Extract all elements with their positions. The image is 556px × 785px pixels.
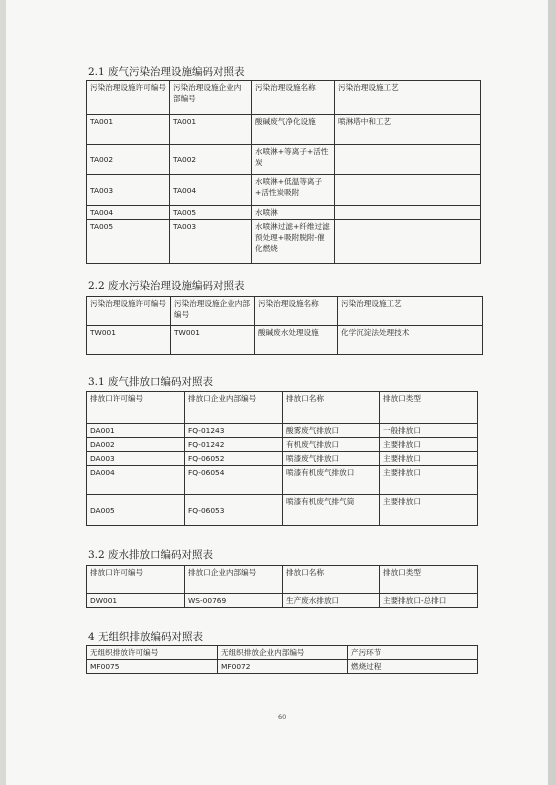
table-row [87,220,481,264]
cell: TA003 [170,220,252,264]
cell: 主要排放口 [380,466,478,495]
cell: TA005 [170,206,252,220]
section-title-2-1: 2.1 废气污染治理设施编码对照表 [88,66,245,78]
header-cell: 排放口许可编号 [87,566,185,594]
cell: 主要排放口 [380,438,478,452]
cell [335,145,481,175]
cell: TA001 [87,115,170,145]
header-cell: 污染治理设施名称 [255,297,338,326]
page-number: 60 [278,713,287,721]
header-cell: 排放口企业内部编号 [185,392,283,424]
table-row [87,466,478,495]
cell: TA005 [87,220,170,264]
header-cell: 无组织排放许可编号 [87,646,218,660]
table-row [87,206,481,220]
cell: 水喷淋 [252,206,335,220]
cell: 酸碱废气净化设施 [252,115,335,145]
table-row [87,424,478,438]
cell: 化学沉淀法处理技术 [338,326,483,355]
table-waste-gas-facilities [86,80,481,264]
cell: DA001 [87,424,185,438]
cell: TA002 [170,145,252,175]
cell: 喷淋塔中和工艺 [335,115,481,145]
table-waste-water-facilities [86,296,483,355]
table-header-row [87,566,478,594]
cell: 水喷淋+低温等离子+活性炭吸附 [252,175,335,206]
cell: FQ-06052 [185,452,283,466]
table-header-row [87,81,481,115]
cell [335,175,481,206]
cell: DA005 [87,495,185,526]
cell: TW001 [171,326,255,355]
table-row [87,594,478,608]
table-row [87,495,478,526]
cell: DA003 [87,452,185,466]
table-row [87,115,481,145]
header-cell: 排放口类型 [380,392,478,424]
table-header-row [87,392,478,424]
cell: 主要排放口 [380,495,478,526]
header-cell: 污染治理设施企业内部编号 [171,297,255,326]
table-header-row [87,646,478,660]
section-title-2-2: 2.2 废水污染治理设施编码对照表 [88,280,245,292]
cell: FQ-01243 [185,424,283,438]
page-edge-right [548,0,556,785]
cell: FQ-01242 [185,438,283,452]
section-title-3-2: 3.2 废水排放口编码对照表 [88,549,214,561]
cell: FQ-06054 [185,466,283,495]
header-cell: 产污环节 [348,646,478,660]
header-cell: 排放口名称 [283,392,380,424]
cell: 生产废水排放口 [283,594,380,608]
header-cell: 排放口名称 [283,566,380,594]
table-row [87,175,481,206]
cell: MF0075 [87,660,218,674]
cell: TA002 [87,145,170,175]
table-row [87,438,478,452]
cell: 喷漆有机废气排气筒 [283,495,380,526]
section-title-3-1: 3.1 废气排放口编码对照表 [88,376,214,388]
header-cell: 污染治理设施许可编号 [87,297,171,326]
header-cell: 排放口许可编号 [87,392,185,424]
header-cell: 污染治理设施工艺 [338,297,483,326]
table-gas-outlets [86,391,478,526]
cell [335,220,481,264]
table-row [87,326,483,355]
table-fugitive-emissions [86,645,478,674]
header-cell: 排放口类型 [380,566,478,594]
cell: FQ-06053 [185,495,283,526]
table-water-outlets [86,565,478,608]
cell: 酸雾废气排放口 [283,424,380,438]
header-cell: 无组织排放企业内部编号 [218,646,348,660]
table-row [87,660,478,674]
cell: TA004 [170,175,252,206]
header-cell: 污染治理设施许可编号 [87,81,170,115]
cell: 有机废气排放口 [283,438,380,452]
table-row [87,145,481,175]
header-cell: 污染治理设施工艺 [335,81,481,115]
cell: 喷漆废气排放口 [283,452,380,466]
cell: 主要排放口-总排口 [380,594,478,608]
table-header-row [87,297,483,326]
cell: DA004 [87,466,185,495]
cell: TA004 [87,206,170,220]
cell: TW001 [87,326,171,355]
cell: 喷漆有机废气排放口 [283,466,380,495]
section-title-4: 4 无组织排放编码对照表 [88,631,204,643]
cell: 燃烧过程 [348,660,478,674]
cell: 水喷淋过滤+纤维过滤预处理+吸附脱附-催化燃烧 [252,220,335,264]
cell: TA001 [170,115,252,145]
header-cell: 污染治理设施名称 [252,81,335,115]
cell: WS-00769 [185,594,283,608]
cell: DA002 [87,438,185,452]
page-edge-left [0,0,6,785]
cell: 主要排放口 [380,452,478,466]
cell: DW001 [87,594,185,608]
cell: MF0072 [218,660,348,674]
cell: 水喷淋+等离子+活性炭 [252,145,335,175]
cell [335,206,481,220]
header-cell: 排放口企业内部编号 [185,566,283,594]
cell: 一般排放口 [380,424,478,438]
header-cell: 污染治理设施企业内部编号 [170,81,252,115]
cell: TA003 [87,175,170,206]
cell: 酸碱废水处理设施 [255,326,338,355]
table-row [87,452,478,466]
